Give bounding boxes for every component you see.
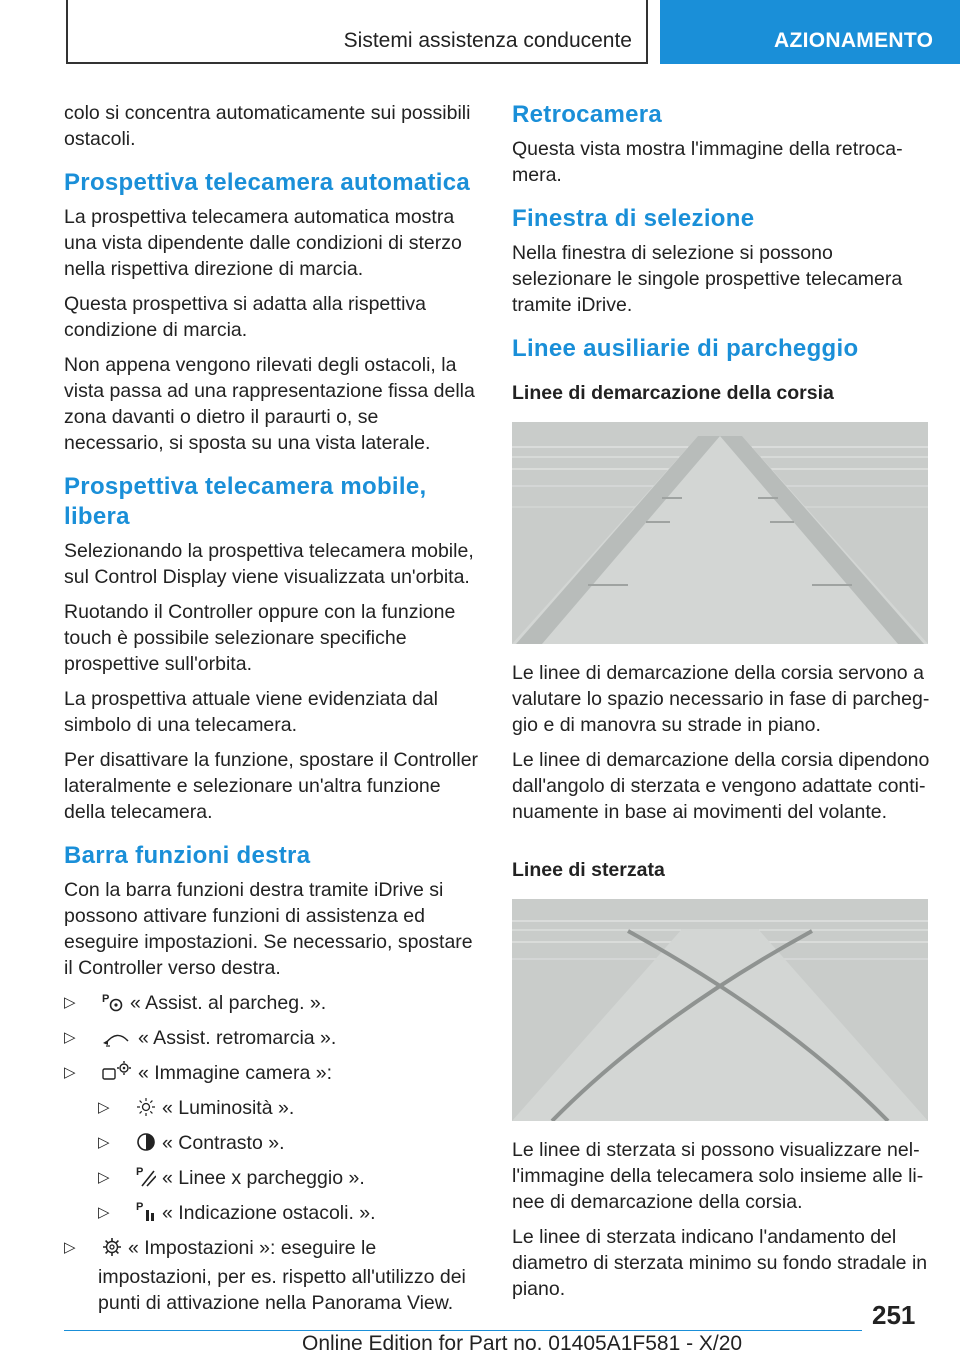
footer-edition: Online Edition for Part no. 01405A1F581 - X/20 [302, 1332, 743, 1355]
auto-view-heading: Prospettiva telecamera automatica [64, 169, 471, 196]
list-item-label: « Assist. al parcheg. ». [130, 992, 327, 1014]
free-view-heading: Prospettiva telecamera mobile, libera [64, 473, 427, 530]
page-number: 251 [872, 1300, 916, 1330]
list-item [64, 1235, 480, 1316]
header-section-tab [660, 0, 960, 64]
steering-lines-figure [512, 899, 928, 1121]
list-item [98, 1095, 480, 1124]
list-item [64, 1060, 480, 1229]
contrast-icon [136, 1132, 156, 1159]
selection-window-heading: Finestra di selezione [512, 205, 755, 232]
lane-lines-figure [512, 422, 928, 644]
obstacle-marking-icon [136, 1200, 156, 1229]
parking-lines-icon [136, 1165, 156, 1194]
lane-lines-paragraph: Le linee di demarcazione della corsia dipendono dall'angolo di sterzata e vengono adattate continuamente in base ai movimenti del volante. [512, 749, 930, 823]
right-bar-list [64, 990, 480, 1316]
steering-lines-paragraph: Le linee di sterzata si possono visualizzare nell'immagine della telecamera solo insieme alle linee di demarcazione della corsia. [512, 1139, 924, 1213]
selection-window-text: Nella finestra di selezione si possono selezionare le singole prospettive telecamera tramite iDrive. [512, 242, 903, 316]
list-item-label: « Contrasto ». [162, 1132, 285, 1154]
free-view-paragraph: Ruotando il Controller oppure con la funzione touch è possibile selezionare specifiche prospettive sull'orbita. [64, 601, 456, 675]
svg-text:P: ▷ P [102, 993, 110, 1005]
right-column [512, 100, 930, 1311]
list-item-label: « Luminosità ». [162, 1097, 295, 1119]
auto-view-paragraph: La prospettiva telecamera automatica mostra una vista dipendente dalle condizioni di sterzo nella rispettiva direzione di marcia. [64, 206, 462, 280]
header-title: Sistemi assistenza conducente [343, 29, 632, 52]
rear-camera-heading: Retrocamera [512, 101, 663, 128]
list-item-label: « Immagine camera »: [138, 1062, 333, 1084]
auto-view-paragraph: Non appena vengono rilevati degli ostacoli, la vista passa ad una rappresentazione fissa della zona davanti o dietro il paraurti o, se necessario, si sposta su una vista laterale. [64, 354, 475, 454]
footer-divider [64, 1330, 862, 1331]
reversing-assist-icon [102, 1028, 132, 1054]
list-item-label: « Linee x parcheggio ». [162, 1167, 365, 1189]
right-bar-heading: Barra funzioni destra [64, 842, 311, 869]
aux-lines-heading: Linee ausiliarie di parcheggio [512, 335, 859, 362]
lane-lines-paragraph: Le linee di demarcazione della corsia servono a valutare lo spazio necessario in fase di parcheggio e di manovra su strade in piano. [512, 662, 930, 736]
brightness-icon [136, 1097, 156, 1124]
free-view-paragraph: La prospettiva attuale viene evidenziata dal simbolo di una telecamera. [64, 688, 439, 736]
svg-text:P: ▷ P [136, 1166, 144, 1178]
list-item-label: « Impostazioni »: eseguire le impostazioni, per es. rispetto all'utilizzo dei punti di attivazione nella Panorama View. [98, 1237, 466, 1314]
lane-lines-subheading: Linee di demarcazione della corsia [512, 382, 834, 404]
steering-lines-paragraph: Le linee di sterzata indicano l'andamento del diametro di sterzata minimo su fondo stradale in piano. [512, 1226, 928, 1300]
list-item [98, 1130, 480, 1159]
parking-assist-icon [102, 992, 124, 1019]
rear-camera-text: Questa vista mostra l'immagine della retrocamera. [512, 138, 903, 186]
list-item-label: « Indicazione ostacoli. ». [162, 1202, 376, 1224]
list-item [64, 1025, 480, 1054]
right-bar-intro: Con la barra funzioni destra tramite iDrive si possono attivare funzioni di assistenza ed eseguire impostazioni. Se necessario, spostare il Controller verso destra. [64, 879, 473, 979]
camera-settings-icon [102, 1060, 132, 1089]
list-item-label: « Assist. retromarcia ». [138, 1027, 337, 1049]
auto-view-paragraph: Questa prospettiva si adatta alla rispettiva condizione di marcia. [64, 293, 427, 341]
header-section-label: AZIONAMENTO [774, 29, 934, 52]
list-item [98, 1200, 480, 1229]
settings-gear-icon [102, 1237, 122, 1264]
free-view-paragraph: Per disattivare la funzione, spostare il Controller lateralmente e selezionare un'altra funzione della telecamera. [64, 749, 479, 823]
header-title-box [66, 0, 648, 64]
list-item [98, 1165, 480, 1194]
intro-text: colo si concentra automaticamente sui possibili ostacoli. [64, 102, 471, 150]
free-view-paragraph: Selezionando la prospettiva telecamera mobile, sul Control Display viene visualizzata un'orbita. [64, 540, 474, 588]
list-item [64, 990, 480, 1019]
camera-image-sublist [98, 1095, 480, 1229]
svg-text:P: ▷ P [136, 1201, 144, 1213]
left-column [64, 100, 480, 1322]
steering-lines-subheading: Linee di sterzata [512, 859, 665, 881]
